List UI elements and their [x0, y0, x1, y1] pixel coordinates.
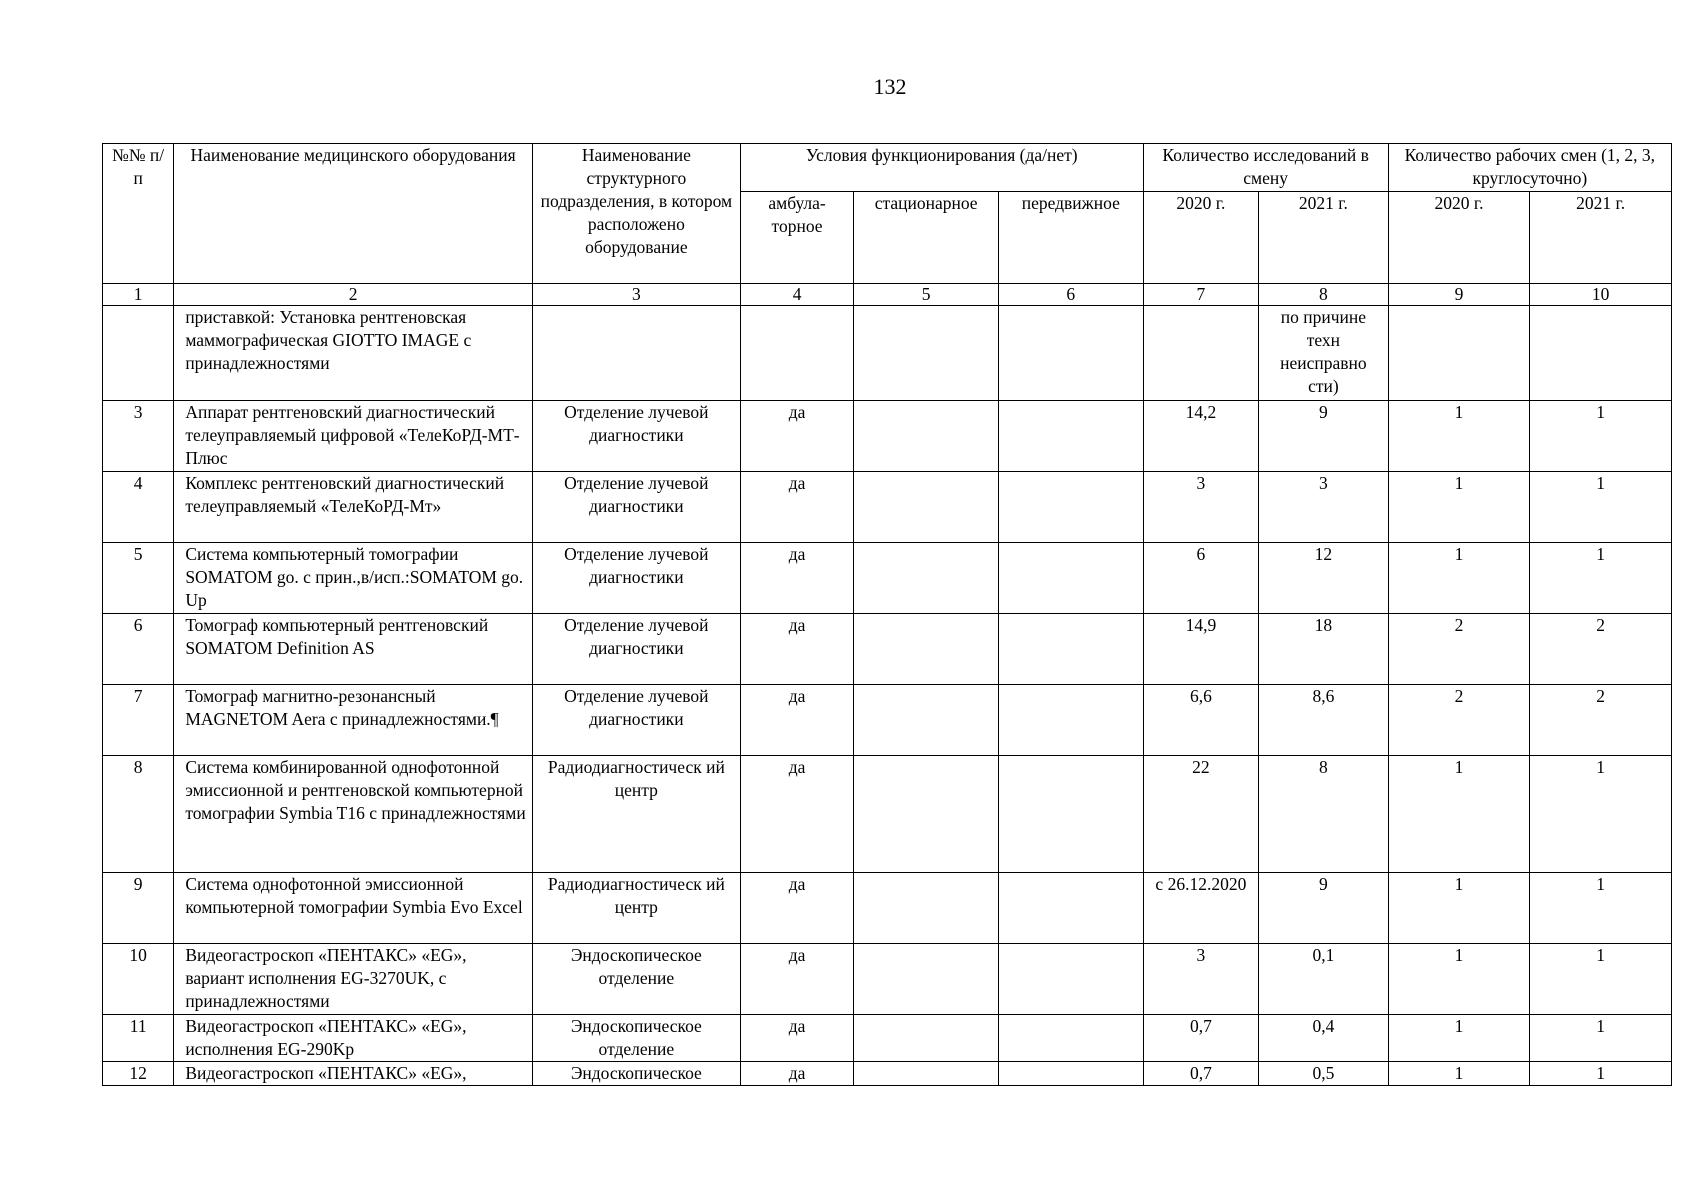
ambulatory-flag: да [740, 401, 854, 472]
mobile-flag [998, 685, 1143, 756]
row-number: 7 [103, 685, 174, 756]
shifts-2021: 1 [1530, 873, 1672, 944]
ambulatory-flag: да [740, 543, 854, 614]
studies-2020: 0,7 [1143, 1015, 1259, 1062]
column-number: 1 [103, 284, 174, 306]
column-number: 4 [740, 284, 854, 306]
table-row [103, 472, 1672, 543]
shifts-2021: 1 [1530, 1062, 1672, 1086]
ambulatory-flag: да [740, 472, 854, 543]
header-shifts-2021: 2021 г. [1530, 192, 1672, 284]
column-number: 10 [1530, 284, 1672, 306]
shifts-2021: 1 [1530, 472, 1672, 543]
table-row [103, 685, 1672, 756]
ambulatory-flag: да [740, 1015, 854, 1062]
page-number: 132 [873, 74, 907, 99]
studies-2020: 3 [1143, 944, 1259, 1015]
shifts-2021: 1 [1530, 1015, 1672, 1062]
column-number-row [103, 284, 1672, 306]
studies-2020: 6,6 [1143, 685, 1259, 756]
table-row [103, 944, 1672, 1015]
studies-2021: 12 [1259, 543, 1389, 614]
shifts-2021 [1530, 306, 1672, 401]
equipment-name: приставкой: Установка рентгеновская маммографическая GIOTTO IMAGE с принадлежностями [174, 306, 533, 401]
table-row [103, 543, 1672, 614]
department: Радиодиагностическ ий центр [532, 756, 740, 873]
table-row [103, 306, 1672, 401]
row-number: 3 [103, 401, 174, 472]
ambulatory-flag: да [740, 1062, 854, 1086]
shifts-2021: 2 [1530, 685, 1672, 756]
ambulatory-flag: да [740, 685, 854, 756]
studies-2021: 18 [1259, 614, 1389, 685]
column-number: 5 [854, 284, 999, 306]
department: Отделение лучевой диагностики [532, 401, 740, 472]
ambulatory-flag: да [740, 614, 854, 685]
equipment-name: Аппарат рентгеновский диагностический телеуправляемый цифровой «ТелеКоРД-МТ-Плюс [174, 401, 533, 472]
equipment-name: Видеогастроскоп «ПЕНТАКС» «EG», вариант исполнения EG-3270UK, с принадлежностями [174, 944, 533, 1015]
stationary-flag [854, 756, 999, 873]
ambulatory-flag: да [740, 873, 854, 944]
mobile-flag [998, 472, 1143, 543]
ambulatory-flag: да [740, 756, 854, 873]
mobile-flag [998, 1015, 1143, 1062]
equipment-name: Система компьютерный томографии SOMATOM go. с прин.,в/исп.:SOMATOM go. Up [174, 543, 533, 614]
equipment-name: Видеогастроскоп «ПЕНТАКС» «EG», исполнения EG-290Kp [174, 1015, 533, 1062]
table-row [103, 756, 1672, 873]
shifts-2020: 1 [1388, 543, 1530, 614]
shifts-2020: 1 [1388, 472, 1530, 543]
shifts-2021: 2 [1530, 614, 1672, 685]
department: Эндоскопическое [532, 1062, 740, 1086]
studies-2020: 14,2 [1143, 401, 1259, 472]
table-row [103, 1062, 1672, 1086]
stationary-flag [854, 306, 999, 401]
studies-2020: с 26.12.2020 [1143, 873, 1259, 944]
department: Отделение лучевой диагностики [532, 614, 740, 685]
department: Эндоскопическое отделение [532, 944, 740, 1015]
ambulatory-flag: да [740, 944, 854, 1015]
stationary-flag [854, 543, 999, 614]
row-number: 5 [103, 543, 174, 614]
header-studies-group: Количество исследований в смену [1143, 144, 1388, 192]
row-number: 10 [103, 944, 174, 1015]
shifts-2021: 1 [1530, 543, 1672, 614]
stationary-flag [854, 1015, 999, 1062]
column-number: 8 [1259, 284, 1389, 306]
studies-2021: 0,5 [1259, 1062, 1389, 1086]
shifts-2020: 1 [1388, 756, 1530, 873]
header-mobile: передвижное [998, 192, 1143, 284]
department: Эндоскопическое отделение [532, 1015, 740, 1062]
header-ambulatory: амбула-торное [740, 192, 854, 284]
header-equipment-name: Наименование медицинского оборудования [174, 144, 533, 284]
row-number: 12 [103, 1062, 174, 1086]
column-number: 3 [532, 284, 740, 306]
shifts-2020: 1 [1388, 873, 1530, 944]
equipment-name: Система комбинированной однофотонной эмиссионной и рентгеновской компьютерной томографии Symbia T16 с принадлежностями [174, 756, 533, 873]
studies-2020: 22 [1143, 756, 1259, 873]
ambulatory-flag [740, 306, 854, 401]
column-number: 9 [1388, 284, 1530, 306]
stationary-flag [854, 614, 999, 685]
mobile-flag [998, 543, 1143, 614]
shifts-2021: 1 [1530, 756, 1672, 873]
studies-2020: 6 [1143, 543, 1259, 614]
department: Радиодиагностическ ий центр [532, 873, 740, 944]
stationary-flag [854, 873, 999, 944]
table-row [103, 873, 1672, 944]
shifts-2020: 1 [1388, 401, 1530, 472]
mobile-flag [998, 756, 1143, 873]
header-number: №№ п/п [103, 144, 174, 284]
stationary-flag [854, 1062, 999, 1086]
column-number: 2 [174, 284, 533, 306]
header-shifts-group: Количество рабочих смен (1, 2, 3, круглосуточно) [1388, 144, 1671, 192]
table-row [103, 401, 1672, 472]
header-stationary: стационарное [854, 192, 999, 284]
studies-2020: 14,9 [1143, 614, 1259, 685]
stationary-flag [854, 472, 999, 543]
column-number: 7 [1143, 284, 1259, 306]
studies-2021: 0,4 [1259, 1015, 1389, 1062]
studies-2020: 3 [1143, 472, 1259, 543]
studies-2021: 3 [1259, 472, 1389, 543]
row-number: 11 [103, 1015, 174, 1062]
mobile-flag [998, 306, 1143, 401]
department: Отделение лучевой диагностики [532, 472, 740, 543]
studies-2021: 8 [1259, 756, 1389, 873]
equipment-name: Видеогастроскоп «ПЕНТАКС» «EG», [174, 1062, 533, 1086]
row-number [103, 306, 174, 401]
equipment-name: Комплекс рентгеновский диагностический телеуправляемый «ТелеКоРД-Мт» [174, 472, 533, 543]
stationary-flag [854, 944, 999, 1015]
header-department: Наименование структурного подразделения, в котором расположено оборудование [532, 144, 740, 284]
studies-2021: по причине техн неисправно сти) [1259, 306, 1389, 401]
header-studies-2021: 2021 г. [1259, 192, 1389, 284]
shifts-2020: 1 [1388, 1015, 1530, 1062]
stationary-flag [854, 685, 999, 756]
shifts-2020: 2 [1388, 685, 1530, 756]
studies-2020: 0,7 [1143, 1062, 1259, 1086]
department [532, 306, 740, 401]
equipment-name: Система однофотонной эмиссионной компьютерной томографии Symbia Evo Excel [174, 873, 533, 944]
stationary-flag [854, 401, 999, 472]
studies-2021: 9 [1259, 401, 1389, 472]
shifts-2020: 1 [1388, 944, 1530, 1015]
studies-2020 [1143, 306, 1259, 401]
mobile-flag [998, 944, 1143, 1015]
shifts-2021: 1 [1530, 401, 1672, 472]
header-studies-2020: 2020 г. [1143, 192, 1259, 284]
equipment-table [102, 143, 1672, 1086]
header-shifts-2020: 2020 г. [1388, 192, 1530, 284]
column-number: 6 [998, 284, 1143, 306]
header-conditions-group: Условия функционирования (да/нет) [740, 144, 1143, 192]
row-number: 6 [103, 614, 174, 685]
department: Отделение лучевой диагностики [532, 543, 740, 614]
mobile-flag [998, 873, 1143, 944]
equipment-name: Томограф компьютерный рентгеновский SOMATOM Definition AS [174, 614, 533, 685]
shifts-2021: 1 [1530, 944, 1672, 1015]
studies-2021: 0,1 [1259, 944, 1389, 1015]
shifts-2020: 2 [1388, 614, 1530, 685]
mobile-flag [998, 614, 1143, 685]
studies-2021: 8,6 [1259, 685, 1389, 756]
department: Отделение лучевой диагностики [532, 685, 740, 756]
mobile-flag [998, 401, 1143, 472]
studies-2021: 9 [1259, 873, 1389, 944]
shifts-2020: 1 [1388, 1062, 1530, 1086]
table-body [103, 306, 1672, 1086]
table-row [103, 614, 1672, 685]
row-number: 9 [103, 873, 174, 944]
shifts-2020 [1388, 306, 1530, 401]
row-number: 8 [103, 756, 174, 873]
table-row [103, 1015, 1672, 1062]
equipment-name: Томограф магнитно-резонансный MAGNETOM Aera с принадлежностями.¶ [174, 685, 533, 756]
table-header [103, 144, 1672, 306]
mobile-flag [998, 1062, 1143, 1086]
row-number: 4 [103, 472, 174, 543]
